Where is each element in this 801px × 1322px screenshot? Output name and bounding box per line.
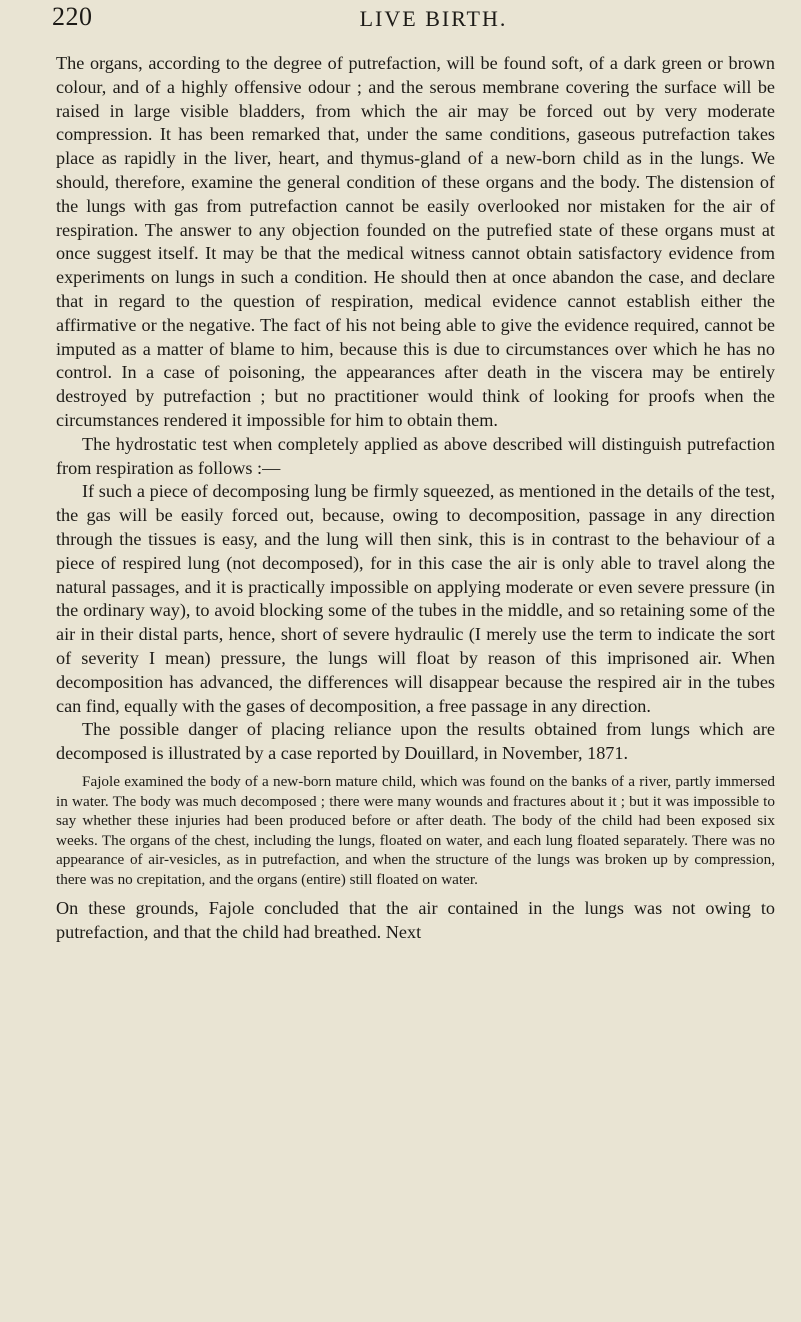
running-head: LIVE BIRTH. — [359, 6, 508, 31]
paragraph-conclusion: On these grounds, Fajole concluded that the air contained in the lungs was not owing to putrefaction, and that the child had breathed. Next — [56, 898, 775, 943]
page-header — [52, 2, 775, 40]
paragraph-douillard-case: The possible danger of placing reliance upon the results obtained from lungs which are decomposed is illustrated by a case reported by Douillard, in November, 1871. — [56, 719, 775, 764]
body-text — [56, 52, 775, 945]
paragraph-decomposing-lung: If such a piece of decomposing lung be firmly squeezed, as mentioned in the details of the test, the gas will be easily forced out, because, owing to decomposition, passage in any direction through the tissues is easy, and the lung will then sink, this is in contrast to the behaviour of a piece of respired lung (not decomposed), for in this case the air is only able to travel along the natural passages, and it is practically impossible on applying moderate or even severe pressure (in the ordinary way), to avoid blocking some of the tubes in the middle, and so retaining some of the air in their distal parts, hence, short of severe hydraulic (I merely use the term to indicate the sort of severity I mean) pressure, the lungs will float by reason of this imprisoned air. When decomposition has advanced, the differences will disappear because the respired air in the tubes can find, equally with the gases of decomposition, a free passage in any direction. — [56, 481, 775, 716]
page-number: 220 — [52, 2, 93, 31]
paragraph-putrefied-organs: The organs, according to the degree of putrefaction, will be found soft, of a dark green or brown colour, and of a highly offensive odour ; and the serous membrane covering the surface will be raised in large visible bladders, from which the air may be forced out by very moderate compression. It has been remarked that, under the same conditions, gaseous putrefaction takes place as rapidly in the liver, heart, and thymus-gland of a new-born child as in the lungs. We should, therefore, examine the general condition of these organs and the body. The distension of the lungs with gas from putrefaction cannot be easily overlooked nor mistaken for the air of respiration. The answer to any objection founded on the putrefied state of these organs must at once suggest itself. It may be that the medical witness cannot obtain satisfactory evidence from experiments on lungs in such a condition. He should then at once abandon the case, and declare that in regard to the question of respiration, medical evidence cannot establish either the affirmative or the negative. The fact of his not being able to give the evidence required, cannot be imputed as a matter of blame to him, because this is due to circumstances over which he has no control. In a case of poisoning, the appearances after death in the viscera may be entirely destroyed by putrefaction ; but no practitioner would think of looking for proofs when the circumstances rendered it impossible for him to obtain them. — [56, 53, 775, 430]
case-report-quote: Fajole examined the body of a new-born mature child, which was found on the banks of a river, partly immersed in water. The body was much decomposed ; there were many wounds and fractures about it ; but it was impossible to say whether these injuries had been produced before or after death. The body of the child had been exposed six weeks. The organs of the chest, including the lungs, floated on water, and each lung floated separately. There was no appearance of air-vesicles, as in putrefaction, and when the structure of the lungs was broken up by compression, there was no crepitation, and the organs (entire) still floated on water. — [56, 772, 775, 888]
paragraph-hydrostatic-test: The hydrostatic test when completely applied as above described will distinguish putrefaction from respiration as follows :— — [56, 433, 775, 478]
